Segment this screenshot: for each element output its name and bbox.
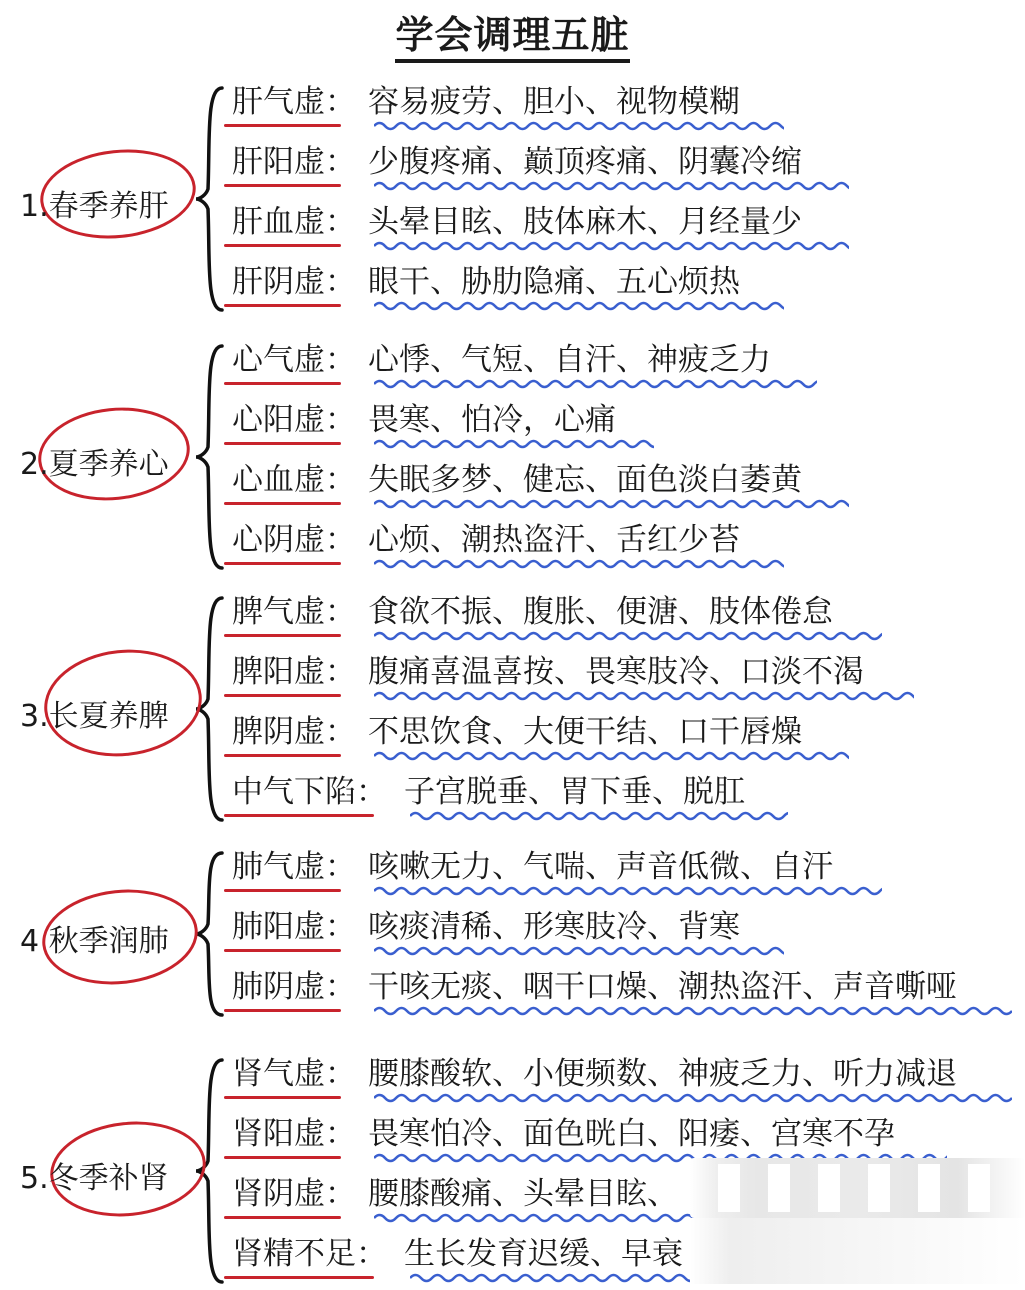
season-label: 5.冬季补肾 [20,1161,169,1196]
blue-wavy-underline [374,180,849,192]
deficiency-label: 肾气虚： [232,1056,356,1092]
curly-brace [192,84,228,318]
symptom-description: 子宫脱垂、胃下垂、脱肛 [404,774,745,810]
deficiency-label: 肾阳虚： [232,1116,356,1152]
symptom-description: 少腹疼痛、巅顶疼痛、阴囊冷缩 [368,144,802,180]
blue-wavy-underline [410,810,788,822]
red-underline [224,694,341,697]
deficiency-label: 心气虚： [232,342,356,378]
symptom-description: 头晕目眩、肢体麻木、月经量少 [368,204,802,240]
blue-wavy-underline [374,498,849,510]
red-underline [224,889,341,892]
symptom-description: 心悸、气短、自汗、神疲乏力 [368,342,771,378]
symptom-description: 咳嗽无力、气喘、声音低微、自汗 [368,849,833,885]
red-underline [224,502,341,505]
red-underline [224,1096,341,1099]
blue-wavy-underline [410,1272,723,1284]
curly-brace [192,342,228,576]
red-underline [224,949,341,952]
red-underline [224,124,341,127]
deficiency-label: 肝阳虚： [232,144,356,180]
deficiency-label: 肾阴虚： [232,1176,356,1212]
symptom-description: 心烦、潮热盗汗、舌红少苔 [368,522,740,558]
red-underline [224,1156,341,1159]
blue-wavy-underline [374,438,654,450]
deficiency-label: 中气下陷： [232,774,387,810]
deficiency-label: 肝气虚： [232,84,356,120]
deficiency-label: 肾精不足： [232,1236,387,1272]
red-underline [224,814,374,817]
blurred-overlay [690,1158,1025,1218]
season-label: 1.春季养肝 [20,189,169,224]
season-label: 4 秋季润肺 [20,924,169,959]
blue-wavy-underline [374,378,817,390]
blue-wavy-underline [374,690,914,702]
deficiency-label: 脾阴虚： [232,714,356,750]
deficiency-label: 脾气虚： [232,594,356,630]
red-underline [224,754,341,757]
season-label: 3.长夏养脾 [20,699,169,734]
blue-wavy-underline [374,1005,1012,1017]
symptom-description: 畏寒、怕冷，心痛 [368,402,616,438]
deficiency-label: 脾阳虚： [232,654,356,690]
blue-wavy-underline [374,120,784,132]
symptom-description: 失眠多梦、健忘、面色淡白萎黄 [368,462,802,498]
deficiency-label: 心血虚： [232,462,356,498]
deficiency-label: 肝阴虚： [232,264,356,300]
blurred-overlay-lower [690,1218,1025,1284]
red-underline [224,184,341,187]
page-title: 学会调理五脏 [0,4,1025,59]
blue-wavy-underline [374,885,882,897]
deficiency-label: 心阳虚： [232,402,356,438]
red-underline [224,1216,341,1219]
blue-wavy-underline [374,1092,1012,1104]
blue-wavy-underline [374,1212,719,1224]
symptom-description: 生长发育迟缓、早衰 [404,1236,683,1272]
red-underline [224,442,341,445]
blue-wavy-underline [374,945,784,957]
symptom-description: 腰膝酸软、小便频数、神疲乏力、听力减退 [368,1056,957,1092]
red-underline [224,634,341,637]
blue-wavy-underline [374,240,849,252]
red-underline [224,1276,374,1279]
red-underline [224,1009,341,1012]
symptom-description: 食欲不振、腹胀、便溏、肢体倦怠 [368,594,833,630]
red-underline [224,244,341,247]
symptom-description: 不思饮食、大便干结、口干唇燥 [368,714,802,750]
deficiency-label: 肺气虚： [232,849,356,885]
red-underline [224,562,341,565]
red-underline [224,304,341,307]
blue-wavy-underline [374,750,849,762]
blue-wavy-underline [374,300,784,312]
symptom-description: 畏寒怕冷、面色晄白、阳痿、宫寒不孕 [368,1116,895,1152]
symptom-description: 眼干、胁肋隐痛、五心烦热 [368,264,740,300]
deficiency-label: 心阴虚： [232,522,356,558]
deficiency-label: 肝血虚： [232,204,356,240]
blue-wavy-underline [374,630,882,642]
season-label: 2.夏季养心 [20,447,169,482]
red-underline [224,382,341,385]
deficiency-label: 肺阳虚： [232,909,356,945]
symptom-description: 咳痰清稀、形寒肢冷、背寒 [368,909,740,945]
symptom-description: 腹痛喜温喜按、畏寒肢冷、口淡不渴 [368,654,864,690]
symptom-description: 容易疲劳、胆小、视物模糊 [368,84,740,120]
symptom-description: 干咳无痰、咽干口燥、潮热盗汗、声音嘶哑 [368,969,957,1005]
blue-wavy-underline [374,558,784,570]
symptom-description: 腰膝酸痛、头晕目眩、 [368,1176,678,1212]
deficiency-label: 肺阴虚： [232,969,356,1005]
